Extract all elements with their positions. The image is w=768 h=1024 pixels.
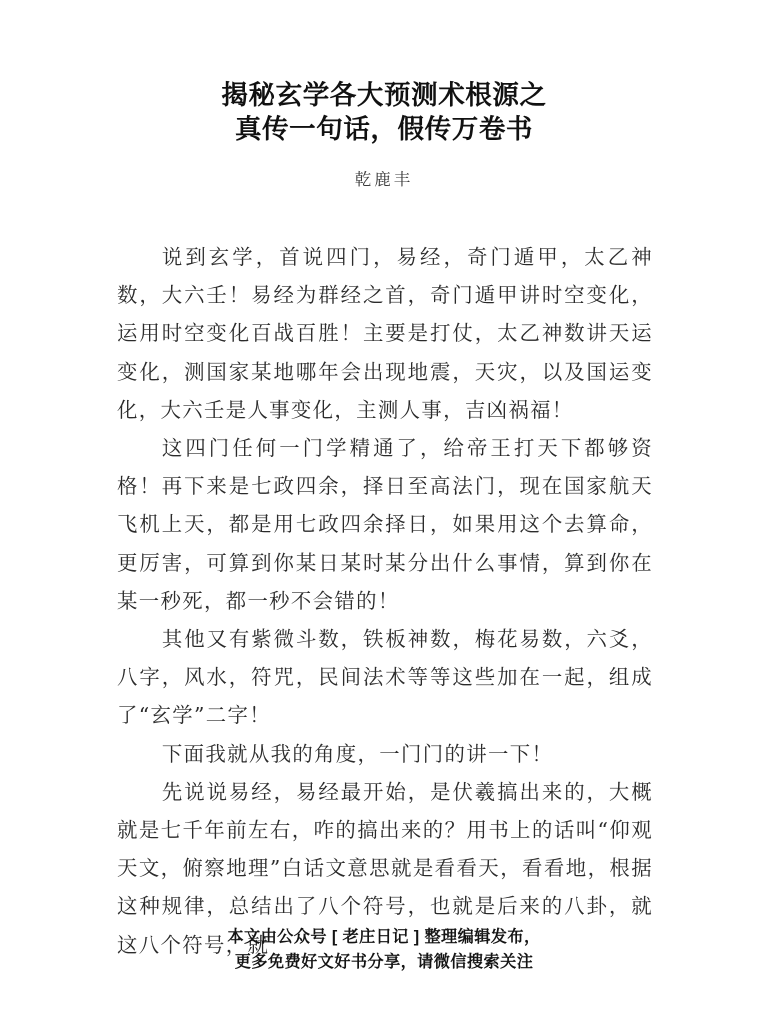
footer-attribution-line-2: 更多免费好文好书分享，请微信搜索关注 [234,953,534,971]
page-title-line-2: 真传一句话，假传万卷书 [234,114,534,144]
body-paragraph: 这四门任何一门学精通了，给帝王打天下都够资格！再下来是七政四余，择日至高法门，现在国家航天飞机上天，都是用七政四余择日，如果用这个去算命，更厉害，可算到你某日某时某分出什么事情，算到你在某一秒死，都一秒不会错的！ [117,436,653,613]
page-title [0,78,768,146]
document-footer [0,925,768,975]
article-body [117,238,653,964]
document-header [0,0,768,192]
body-paragraph: 说到玄学，首说四门，易经，奇门遁甲，太乙神数，大六壬！易经为群经之首，奇门遁甲讲时空变化，运用时空变化百战百胜！主要是打仗，太乙神数讲天运变化，测国家某地哪年会出现地震，天灾，以及国运变化，大六壬是人事变化，主测人事，吉凶祸福！ [117,245,653,422]
page-title-line-1: 揭秘玄学各大预测术根源之 [221,80,547,110]
body-paragraph: 先说说易经，易经最开始，是伏羲搞出来的，大概就是七千年前左右，咋的搞出来的？用书上的话叫“仰观天文，俯察地理”白话文意思就是看看天，看看地，根据这种规律，总结出了八个符号，也就是后来的八卦，就这八个符号，就 [117,779,653,957]
author-name: 乾鹿丰 [354,170,414,189]
footer-attribution-line-1: 本文由公众号 [ 老庄日记 ] 整理编辑发布， [227,928,541,946]
body-paragraph: 下面我就从我的角度，一门门的讲一下！ [161,741,554,766]
body-paragraph: 其他又有紫微斗数，铁板神数，梅花易数，六爻，八字，风水，符咒，民间法术等等这些加在一起，组成了“玄学”二字！ [117,627,653,728]
